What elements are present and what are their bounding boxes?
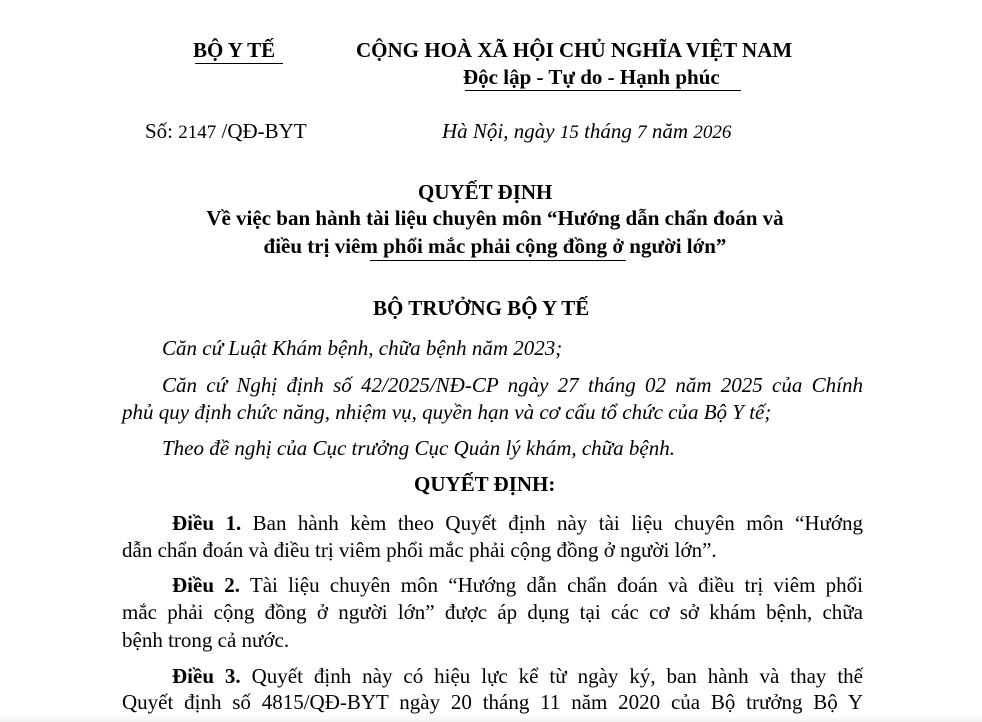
article-2-text-1: Tài liệu chuyên môn “Hướng dẫn chẩn đoán và điều trị viêm phổi [240, 573, 863, 597]
article-2-label: Điều 2. [172, 573, 240, 597]
document-title: QUYẾT ĐỊNH [418, 180, 553, 204]
article-2-line-1 [172, 573, 863, 597]
motto-underline [465, 90, 741, 91]
date-month-label: tháng [578, 119, 638, 143]
article-2-line-2: mắc phải cộng đồng ở người lớn” được áp dụng tại các cơ sở khám bệnh, chữa [122, 600, 863, 624]
number-suffix: /QĐ-BYT [216, 119, 307, 143]
date-year-label: năm [646, 119, 694, 143]
article-3-text-1: Quyết định này có hiệu lực kể từ ngày ký, ban hành và thay thế [240, 664, 864, 688]
number-value: 2147 [178, 122, 217, 143]
national-motto: Độc lập - Tự do - Hạnh phúc [463, 65, 720, 89]
agency-name: BỘ Y TẾ [193, 38, 276, 62]
decision-heading: QUYẾT ĐỊNH: [414, 472, 556, 496]
agency-underline [195, 63, 283, 64]
date-day: 15 [559, 122, 579, 143]
article-3-line-1 [172, 664, 863, 688]
date-month: 7 [637, 122, 647, 143]
article-1-line-2: dẫn chẩn đoán và điều trị viêm phổi mắc phải cộng đồng ở người lớn”. [122, 538, 717, 562]
article-3-line-2: Quyết định số 4815/QĐ-BYT ngày 20 tháng 11 năm 2020 của Bộ trưởng Bộ Y [122, 690, 863, 714]
date-year: 2026 [693, 122, 732, 143]
page-cutoff-shade [0, 714, 982, 722]
subject-underline [370, 260, 626, 261]
subject-line-1: Về việc ban hành tài liệu chuyên môn “Hướng dẫn chẩn đoán và [206, 206, 784, 230]
proposal-basis: Theo đề nghị của Cục trưởng Cục Quản lý khám, chữa bệnh. [162, 436, 675, 460]
country-name: CỘNG HOÀ XÃ HỘI CHỦ NGHĨA VIỆT NAM [356, 38, 793, 62]
issue-place-date [442, 121, 731, 142]
subject-line-2: điều trị viêm phổi mắc phải cộng đồng ở người lớn” [263, 234, 727, 258]
article-3-label: Điều 3. [172, 664, 241, 688]
number-label: Số: [145, 119, 179, 143]
legal-basis-1: Căn cứ Luật Khám bệnh, chữa bệnh năm 2023; [162, 336, 563, 360]
decision-number [145, 121, 307, 142]
legal-basis-2-line-2: phủ quy định chức năng, nhiệm vụ, quyền hạn và cơ cấu tổ chức của Bộ Y tế; [122, 400, 772, 424]
article-1-label: Điều 1. [172, 511, 242, 535]
article-1-line-1 [172, 511, 863, 535]
legal-basis-2-line-1: Căn cứ Nghị định số 42/2025/NĐ-CP ngày 27 tháng 02 năm 2025 của Chính [162, 373, 863, 397]
article-1-text-1: Ban hành kèm theo Quyết định này tài liệu chuyên môn “Hướng [241, 511, 863, 535]
authority-heading: BỘ TRƯỞNG BỘ Y TẾ [373, 296, 590, 320]
date-prefix: Hà Nội, ngày [442, 119, 560, 143]
article-2-line-3: bệnh trong cả nước. [122, 628, 290, 652]
